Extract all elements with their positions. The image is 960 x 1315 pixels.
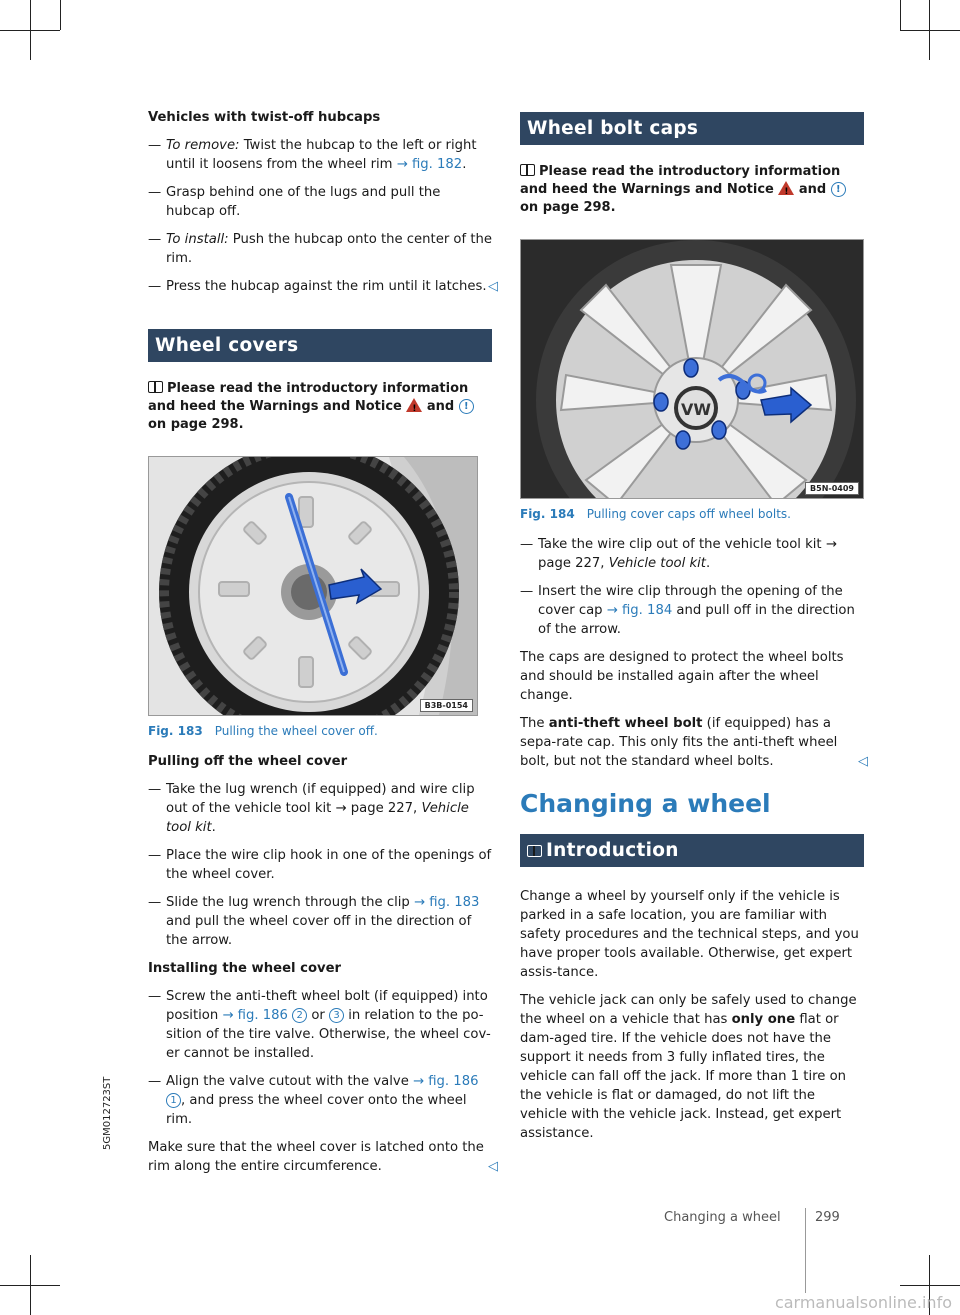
book-icon xyxy=(520,164,535,176)
list-item: — Take the wire clip out of the vehicle tool kit → page 227, Vehicle tool kit. xyxy=(520,535,864,573)
figure-code: B3B-0154 xyxy=(420,699,473,712)
crop-mark xyxy=(900,1285,960,1286)
list-item: — Press the hubcap against the rim until it latches. ◁ xyxy=(148,277,492,296)
warning-icon xyxy=(406,398,422,412)
fig-link[interactable]: → fig. 186 xyxy=(413,1074,479,1089)
end-mark: ◁ xyxy=(488,279,498,294)
figure-184 xyxy=(520,239,864,499)
left-column xyxy=(148,108,498,1185)
fig-link[interactable]: → fig. 184 xyxy=(606,603,673,618)
list-item: — Grasp behind one of the lugs and pull the hubcap off. xyxy=(148,183,492,221)
list-item: — Place the wire clip hook in one of the openings of the wheel cover. xyxy=(148,846,492,884)
warning-icon xyxy=(778,181,794,195)
list-item: — Take the lug wrench (if equipped) and wire clip out of the vehicle tool kit → page 227, Vehicle tool kit. xyxy=(148,780,492,837)
page-number: 299 xyxy=(815,1210,840,1225)
list-item: — To install: Push the hubcap onto the center of the rim. xyxy=(148,230,492,268)
chapter-title: Changing a wheel xyxy=(520,789,771,818)
figure-code: B5N-0409 xyxy=(805,482,859,495)
figure-183 xyxy=(148,456,478,716)
pull-heading: Pulling off the wheel cover xyxy=(148,754,348,769)
book-icon xyxy=(148,381,163,393)
read-note: Please read the introductory information and heed the Warnings and Notice ! and ! on page 298. xyxy=(520,163,864,217)
footer-section: Changing a wheel xyxy=(664,1210,781,1225)
install-heading: Installing the wheel cover xyxy=(148,961,342,976)
list-item: — Align the valve cutout with the valve → fig. 186 1 , and press the wheel cover onto the wheel rim. xyxy=(148,1072,492,1129)
section-title-wheel-covers: Wheel covers xyxy=(148,329,492,362)
paragraph: The vehicle jack can only be safely used to change the wheel on a vehicle that has only one flat or dam-aged tire. If the vehicle does not have the support it needs from 3 fully inflated tires, the vehicle can fall off the jack. If more than 1 tire on the vehicle is flat or damaged, do not lift the vehicle with the vehicle jack. Instead, get expert assistance. xyxy=(520,993,857,1141)
paragraph: The anti-theft wheel bolt (if equipped) has a sepa-rate cap. This only fits the anti-theft wheel bolt, but not the standard wheel bolts. ◁ xyxy=(520,716,868,769)
watermark: carmanualsonline.info xyxy=(774,1293,952,1312)
footer-divider xyxy=(805,1208,806,1293)
paragraph: Change a wheel by yourself only if the vehicle is parked in a safe location, you are familiar with safety procedures and the technical steps, and you have proper tools available. Otherwise, get expert assis-tance. xyxy=(520,889,859,980)
read-note: Please read the introductory information and heed the Warnings and Notice ! and ! on page 298. xyxy=(148,380,492,434)
crop-mark xyxy=(30,1255,31,1315)
list-item: — To remove: Twist the hubcap to the left or right until it loosens from the wheel rim → fig. 182. xyxy=(148,136,492,174)
figure-caption: Fig. 184 Pulling cover caps off wheel bolts. xyxy=(520,507,791,521)
svg-text:VW: VW xyxy=(680,400,712,419)
list-item: — Slide the lug wrench through the clip → fig. 183 and pull the wheel cover off in the direction of the arrow. xyxy=(148,893,492,950)
right-column xyxy=(520,112,868,1152)
section-title-introduction: Introduction xyxy=(520,834,864,867)
section-title-wheel-bolt-caps: Wheel bolt caps xyxy=(520,112,864,145)
notice-icon: ! xyxy=(831,182,846,197)
fig-link[interactable]: → fig. 183 xyxy=(413,895,480,910)
notice-icon: ! xyxy=(459,399,474,414)
crop-mark xyxy=(900,30,960,31)
crop-mark xyxy=(929,0,930,60)
figure-caption: Fig. 183 Pulling the wheel cover off. xyxy=(148,724,378,738)
closing-text: Make sure that the wheel cover is latched onto the rim along the entire circumference. ◁ xyxy=(148,1140,498,1174)
fig-link[interactable]: → fig. 182 xyxy=(396,157,463,172)
crop-mark xyxy=(30,0,31,60)
paragraph: The caps are designed to protect the wheel bolts and should be installed again after the wheel change. xyxy=(520,650,844,703)
crop-mark xyxy=(60,0,61,30)
list-item: — Insert the wire clip through the opening of the cover cap → fig. 184 and pull off in the direction of the arrow. xyxy=(520,582,864,639)
side-code: 5GM012723ST xyxy=(102,1076,113,1150)
crop-mark xyxy=(900,0,901,30)
wheel-bolt-caps-illustration xyxy=(521,240,863,498)
end-mark: ◁ xyxy=(858,754,868,769)
end-mark: ◁ xyxy=(488,1159,498,1174)
list-item: — Screw the anti-theft wheel bolt (if equipped) into position → fig. 186 2 or 3 in relation to the po-sition of the tire valve. Otherwise, the wheel cov-er cannot be installed. xyxy=(148,987,492,1063)
fig-link[interactable]: → fig. 186 xyxy=(222,1008,288,1023)
twist-heading: Vehicles with twist-off hubcaps xyxy=(148,110,381,125)
book-icon xyxy=(527,845,542,857)
wheel-cover-illustration xyxy=(149,457,477,715)
